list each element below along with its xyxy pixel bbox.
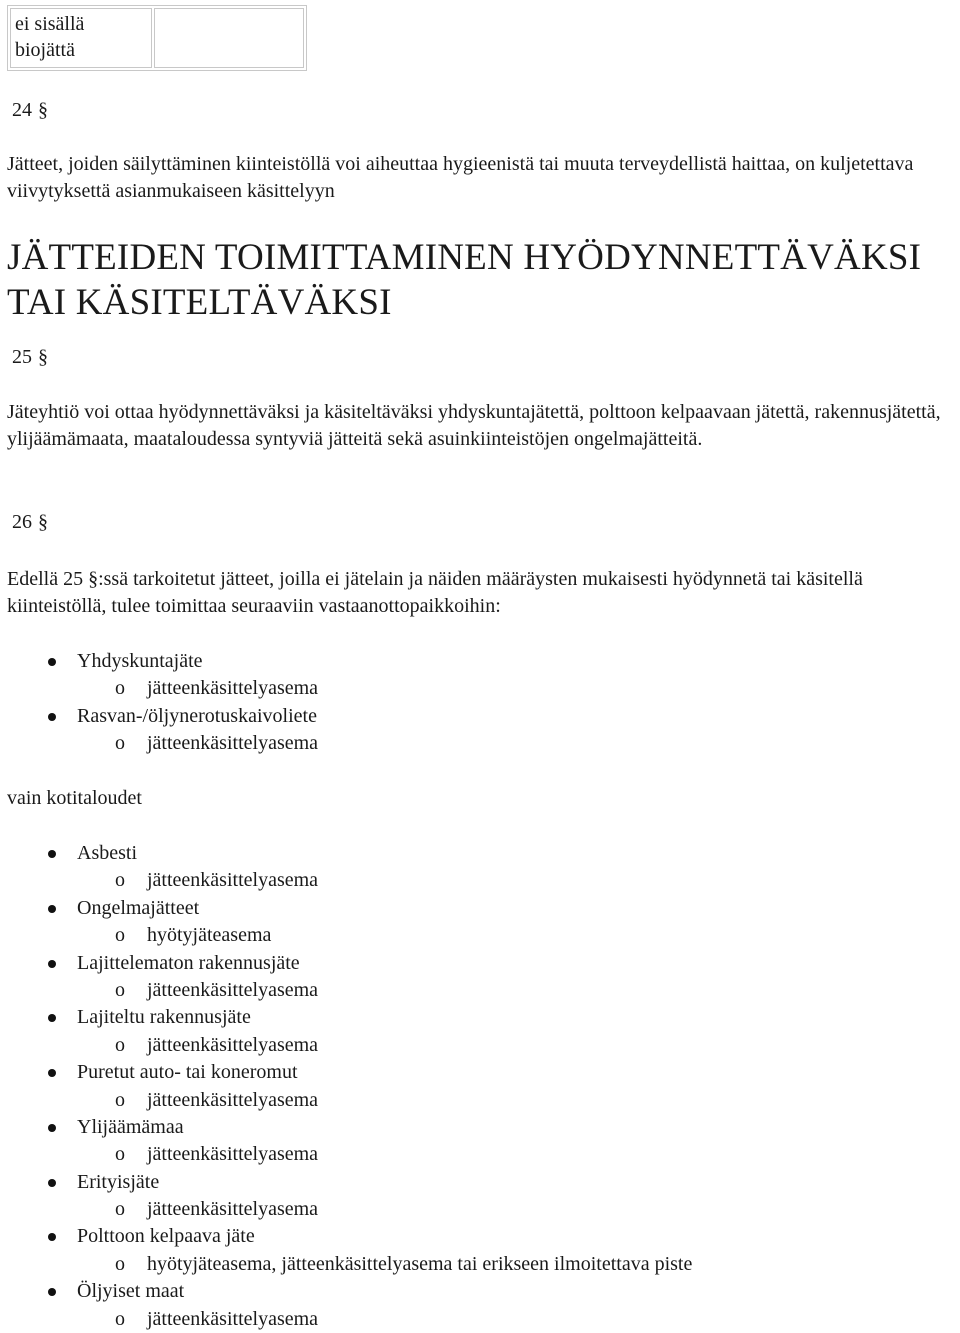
section-number: 25 <box>12 346 32 368</box>
list-item <box>7 1004 952 1031</box>
list-subitem <box>7 1251 952 1278</box>
list-subitem <box>7 1196 952 1223</box>
section-symbol: § <box>38 99 48 121</box>
section-number: 26 <box>12 511 32 533</box>
sub-marker: o <box>115 732 125 755</box>
destination-list-2 <box>7 840 952 1333</box>
list-subitem-label: jätteenkäsittelyasema <box>147 732 319 755</box>
list-item-label: Puretut auto- tai koneromut <box>77 1061 298 1084</box>
list-item-label: Rasvan-/öljynerotuskaivoliete <box>77 704 317 727</box>
sub-marker: o <box>115 1307 125 1330</box>
table-cell-empty <box>154 8 304 68</box>
list-subitem <box>7 922 952 949</box>
list-item <box>7 895 952 922</box>
sub-marker: o <box>115 924 125 947</box>
list-item-label: Öljyiset maat <box>77 1280 185 1303</box>
section-symbol: § <box>38 346 48 368</box>
section-26-text-before: Edellä 25 <box>7 568 84 590</box>
list-subitem <box>7 867 952 894</box>
list-item-label: Asbesti <box>77 842 137 864</box>
sub-marker: o <box>115 1088 125 1111</box>
top-table <box>7 5 307 71</box>
list-subitem <box>7 1306 952 1333</box>
list-item-label: Ongelmajätteet <box>77 896 200 919</box>
list-subitem-label: jätteenkäsittelyasema <box>147 1143 319 1166</box>
section-26-text-after: :ssä tarkoitetut jätteet, joilla ei jätelain ja näiden määräysten mukaisesti hyödynnetä tai käsitellä kiinteistöllä, tulee toimittaa seuraaviin vastaanottopaikkoihin: <box>7 568 863 617</box>
sub-marker: o <box>115 978 125 1001</box>
list-subitem-label: jätteenkäsittelyasema <box>147 978 319 1001</box>
bullet-icon <box>48 658 56 666</box>
list-item-label: Lajiteltu rakennusjäte <box>77 1006 251 1029</box>
list-item <box>7 648 952 675</box>
list-item-label: Polttoon kelpaava jäte <box>77 1225 255 1248</box>
bullet-icon <box>48 713 56 721</box>
list-subitem-label: hyötyjäteasema <box>147 924 272 947</box>
list-subitem-label: jätteenkäsittelyasema <box>147 1033 319 1056</box>
sub-marker: o <box>115 1252 125 1275</box>
list-item-label: Lajittelematon rakennusjäte <box>77 951 300 974</box>
section-heading: JÄTTEIDEN TOIMITTAMINEN HYÖDYNNETTÄVÄKSI TAI KÄSITELTÄVÄKSI <box>7 237 922 323</box>
destination-list-1 <box>7 648 952 758</box>
bullet-icon <box>48 1124 56 1132</box>
list-subitem <box>7 675 952 702</box>
section-24-number <box>12 97 48 124</box>
households-only-note: vain kotitaloudet <box>7 787 142 809</box>
list-subitem <box>7 1032 952 1059</box>
section-26-number <box>12 509 48 536</box>
bullet-icon <box>48 905 56 913</box>
section-25-text: Jäteyhtiö voi ottaa hyödynnettäväksi ja käsiteltäväksi yhdyskuntajätettä, polttoon kelpaavaan jätettä, rakennusjätettä, ylijäämämaata, maataloudessa syntyviä jätteitä sekä asuinkiinteistöjen ongelmajätteitä. <box>7 401 941 450</box>
section-symbol: § <box>38 511 48 533</box>
list-item <box>7 1059 952 1086</box>
sub-marker: o <box>115 869 125 892</box>
list-subitem <box>7 1087 952 1114</box>
list-subitem-label: jätteenkäsittelyasema <box>147 869 319 892</box>
section-26-text <box>7 566 952 620</box>
bullet-icon <box>48 1014 56 1022</box>
bullet-icon <box>48 960 56 968</box>
list-subitem <box>7 730 952 757</box>
section-24-text: Jätteet, joiden säilyttäminen kiinteistöllä voi aiheuttaa hygieenistä tai muuta terveydellistä haittaa, on kuljetettava viivytyksettä asianmukaiseen käsittelyyn <box>7 153 914 202</box>
list-item <box>7 950 952 977</box>
section-25-number <box>12 344 48 371</box>
list-item-label: Yhdyskuntajäte <box>77 650 203 672</box>
list-subitem <box>7 1141 952 1168</box>
sub-marker: o <box>115 1143 125 1166</box>
sub-marker: o <box>115 677 125 700</box>
list-item <box>7 840 952 867</box>
sub-marker: o <box>115 1198 125 1221</box>
list-item <box>7 703 952 730</box>
sub-marker: o <box>115 1033 125 1056</box>
bullet-icon <box>48 1179 56 1187</box>
bullet-icon <box>48 1069 56 1077</box>
list-item <box>7 1278 952 1305</box>
list-item <box>7 1169 952 1196</box>
section-symbol-inline: § <box>88 568 99 590</box>
list-subitem <box>7 977 952 1004</box>
list-subitem-label: jätteenkäsittelyasema <box>147 1198 319 1221</box>
section-number: 24 <box>12 99 32 121</box>
list-subitem-label: jätteenkäsittelyasema <box>147 677 319 700</box>
list-item <box>7 1223 952 1250</box>
list-item <box>7 1114 952 1141</box>
list-item-label: Ylijäämämaa <box>77 1115 184 1138</box>
list-item-label: Erityisjäte <box>77 1170 160 1193</box>
bullet-icon <box>48 1288 56 1296</box>
bullet-icon <box>48 850 56 858</box>
table-cell-bio-note: ei sisällä biojättä <box>10 8 152 68</box>
bullet-icon <box>48 1233 56 1241</box>
list-subitem-label: hyötyjäteasema, jätteenkäsittelyasema tai erikseen ilmoitettava piste <box>147 1252 693 1275</box>
list-subitem-label: jätteenkäsittelyasema <box>147 1307 319 1330</box>
list-subitem-label: jätteenkäsittelyasema <box>147 1088 319 1111</box>
